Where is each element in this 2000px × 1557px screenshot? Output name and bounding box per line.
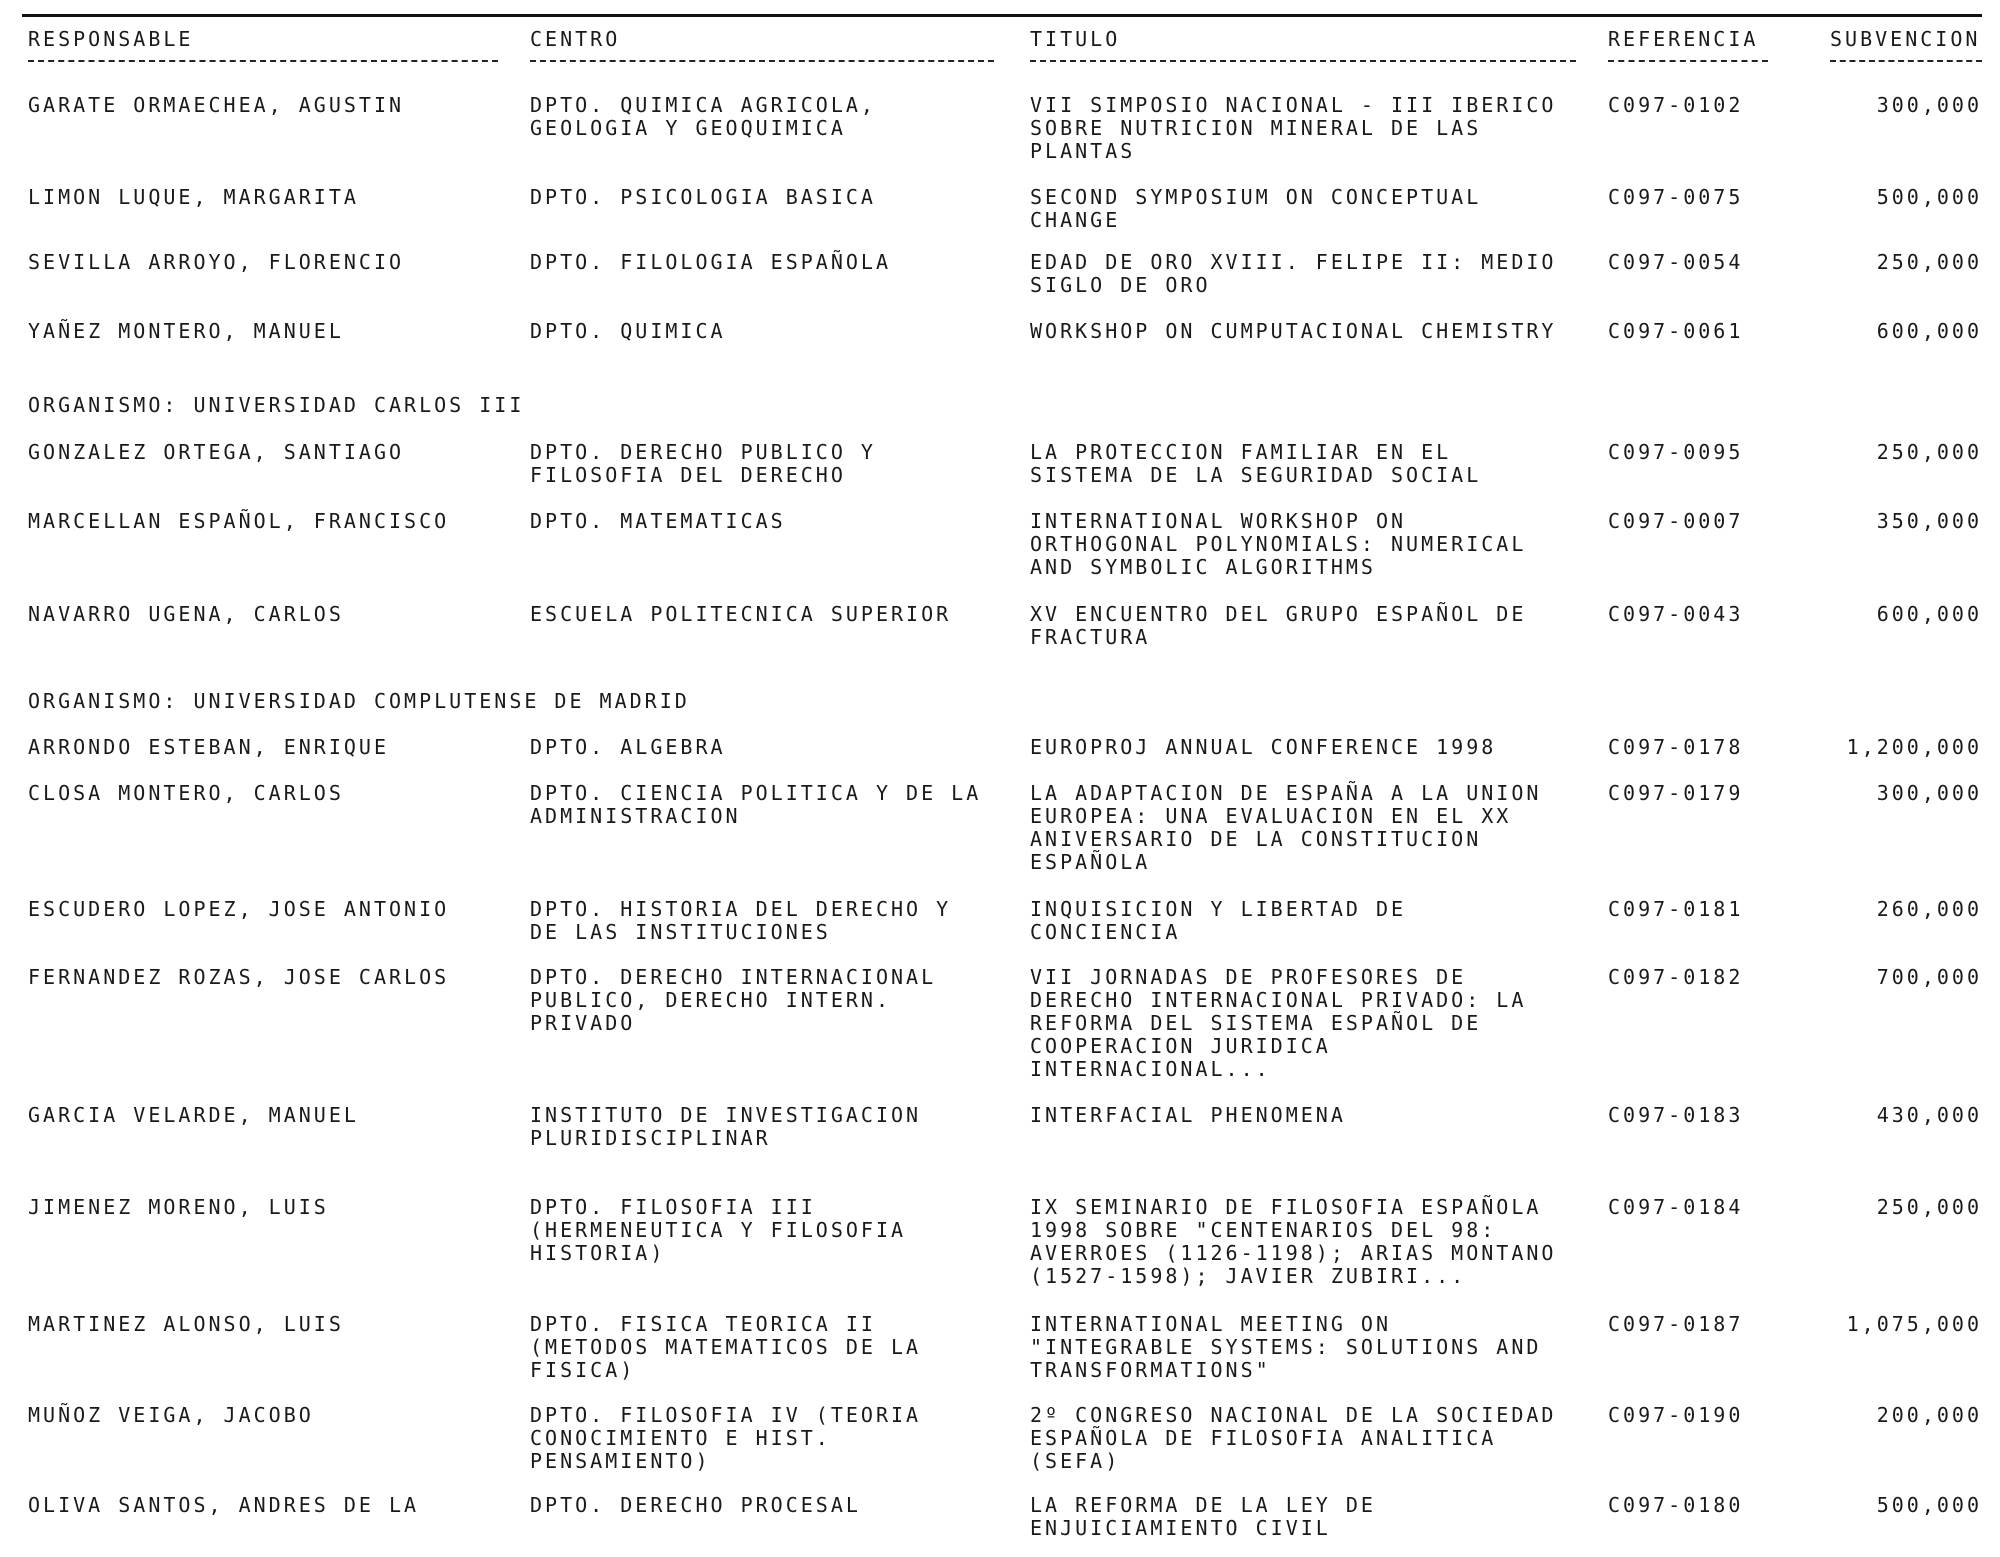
cell-titulo: INQUISICION Y LIBERTAD DE CONCIENCIA xyxy=(1030,897,1407,944)
header-divider-centro xyxy=(530,60,994,62)
cell-responsable: GARCIA VELARDE, MANUEL xyxy=(28,1103,359,1127)
cell-subvencion: 1,075,000 xyxy=(1846,1312,1982,1336)
cell-subvencion: 250,000 xyxy=(1876,440,1982,464)
cell-responsable: MARCELLAN ESPAÑOL, FRANCISCO xyxy=(28,509,450,533)
cell-centro: DPTO. CIENCIA POLITICA Y DE LA ADMINISTRACION xyxy=(530,781,982,828)
cell-referencia: C097-0075 xyxy=(1608,185,1744,209)
cell-subvencion: 300,000 xyxy=(1876,781,1982,805)
cell-titulo: INTERFACIAL PHENOMENA xyxy=(1030,1103,1346,1127)
header-referencia: REFERENCIA xyxy=(1608,27,1759,51)
header-subvencion: SUBVENCION xyxy=(1830,27,1981,51)
cell-titulo: LA REFORMA DE LA LEY DE ENJUICIAMIENTO CIVIL xyxy=(1030,1493,1376,1540)
cell-subvencion: 1,200,000 xyxy=(1846,735,1982,759)
cell-responsable: FERNANDEZ ROZAS, JOSE CARLOS xyxy=(28,965,450,989)
cell-centro: DPTO. DERECHO INTERNACIONAL PUBLICO, DERECHO INTERN. PRIVADO xyxy=(530,965,937,1035)
cell-titulo: INTERNATIONAL WORKSHOP ON ORTHOGONAL POLYNOMIALS: NUMERICAL AND SYMBOLIC ALGORITHMS xyxy=(1030,509,1527,579)
cell-titulo: VII SIMPOSIO NACIONAL - III IBERICO SOBRE NUTRICION MINERAL DE LAS PLANTAS xyxy=(1030,93,1557,163)
cell-referencia: C097-0183 xyxy=(1608,1103,1744,1127)
cell-responsable: LIMON LUQUE, MARGARITA xyxy=(28,185,359,209)
cell-referencia: C097-0190 xyxy=(1608,1403,1744,1427)
cell-responsable: MUÑOZ VEIGA, JACOBO xyxy=(28,1403,314,1427)
cell-responsable: MARTINEZ ALONSO, LUIS xyxy=(28,1312,344,1336)
cell-referencia: C097-0182 xyxy=(1608,965,1744,989)
header-titulo: TITULO xyxy=(1030,27,1121,51)
cell-responsable: ARRONDO ESTEBAN, ENRIQUE xyxy=(28,735,389,759)
cell-responsable: ESCUDERO LOPEZ, JOSE ANTONIO xyxy=(28,897,450,921)
cell-centro: DPTO. MATEMATICAS xyxy=(530,509,786,533)
cell-subvencion: 500,000 xyxy=(1876,185,1982,209)
cell-referencia: C097-0095 xyxy=(1608,440,1744,464)
cell-subvencion: 430,000 xyxy=(1876,1103,1982,1127)
cell-referencia: C097-0181 xyxy=(1608,897,1744,921)
header-divider-referencia xyxy=(1608,60,1768,62)
cell-responsable: NAVARRO UGENA, CARLOS xyxy=(28,602,344,626)
cell-subvencion: 700,000 xyxy=(1876,965,1982,989)
cell-centro: ESCUELA POLITECNICA SUPERIOR xyxy=(530,602,952,626)
cell-referencia: C097-0007 xyxy=(1608,509,1744,533)
cell-centro: DPTO. FILOSOFIA IV (TEORIA CONOCIMIENTO E HIST. PENSAMIENTO) xyxy=(530,1403,922,1473)
header-divider-subvencion xyxy=(1830,60,1982,62)
cell-responsable: OLIVA SANTOS, ANDRES DE LA xyxy=(28,1493,420,1517)
cell-responsable: GARATE ORMAECHEA, AGUSTIN xyxy=(28,93,405,117)
organismo-heading: ORGANISMO: UNIVERSIDAD CARLOS III xyxy=(28,393,525,417)
cell-titulo: EUROPROJ ANNUAL CONFERENCE 1998 xyxy=(1030,735,1497,759)
cell-subvencion: 200,000 xyxy=(1876,1403,1982,1427)
cell-centro: DPTO. QUIMICA xyxy=(530,319,726,343)
cell-titulo: INTERNATIONAL MEETING ON "INTEGRABLE SYSTEMS: SOLUTIONS AND TRANSFORMATIONS" xyxy=(1030,1312,1542,1382)
header-divider-titulo xyxy=(1030,60,1576,62)
cell-responsable: SEVILLA ARROYO, FLORENCIO xyxy=(28,250,405,274)
cell-referencia: C097-0184 xyxy=(1608,1195,1744,1219)
cell-centro: DPTO. PSICOLOGIA BASICA xyxy=(530,185,876,209)
cell-referencia: C097-0179 xyxy=(1608,781,1744,805)
cell-subvencion: 600,000 xyxy=(1876,602,1982,626)
cell-titulo: 2º CONGRESO NACIONAL DE LA SOCIEDAD ESPAÑOLA DE FILOSOFIA ANALITICA (SEFA) xyxy=(1030,1403,1557,1473)
cell-subvencion: 350,000 xyxy=(1876,509,1982,533)
cell-centro: DPTO. FILOLOGIA ESPAÑOLA xyxy=(530,250,891,274)
cell-subvencion: 600,000 xyxy=(1876,319,1982,343)
cell-titulo: EDAD DE ORO XVIII. FELIPE II: MEDIO SIGLO DE ORO xyxy=(1030,250,1557,297)
cell-subvencion: 250,000 xyxy=(1876,1195,1982,1219)
cell-centro: DPTO. HISTORIA DEL DERECHO Y DE LAS INSTITUCIONES xyxy=(530,897,952,944)
header-divider-responsable xyxy=(28,60,498,62)
cell-titulo: VII JORNADAS DE PROFESORES DE DERECHO INTERNACIONAL PRIVADO: LA REFORMA DEL SISTEMA ESPAÑOL DE COOPERACION JURIDICA INTERNACIONAL... xyxy=(1030,965,1527,1081)
top-rule xyxy=(22,14,1982,17)
cell-referencia: C097-0043 xyxy=(1608,602,1744,626)
cell-referencia: C097-0054 xyxy=(1608,250,1744,274)
header-responsable: RESPONSABLE xyxy=(28,27,194,51)
cell-centro: DPTO. DERECHO PUBLICO Y FILOSOFIA DEL DERECHO xyxy=(530,440,876,487)
cell-referencia: C097-0187 xyxy=(1608,1312,1744,1336)
cell-centro: DPTO. FILOSOFIA III (HERMENEUTICA Y FILOSOFIA HISTORIA) xyxy=(530,1195,907,1265)
cell-titulo: LA PROTECCION FAMILIAR EN EL SISTEMA DE LA SEGURIDAD SOCIAL xyxy=(1030,440,1482,487)
cell-referencia: C097-0061 xyxy=(1608,319,1744,343)
cell-subvencion: 500,000 xyxy=(1876,1493,1982,1517)
cell-referencia: C097-0102 xyxy=(1608,93,1744,117)
cell-titulo: XV ENCUENTRO DEL GRUPO ESPAÑOL DE FRACTURA xyxy=(1030,602,1527,649)
cell-titulo: LA ADAPTACION DE ESPAÑA A LA UNION EUROPEA: UNA EVALUACION EN EL XX ANIVERSARIO DE LA CONSTITUCION ESPAÑOLA xyxy=(1030,781,1542,874)
cell-subvencion: 260,000 xyxy=(1876,897,1982,921)
cell-centro: INSTITUTO DE INVESTIGACION PLURIDISCIPLINAR xyxy=(530,1103,922,1150)
cell-titulo: WORKSHOP ON CUMPUTACIONAL CHEMISTRY xyxy=(1030,319,1557,343)
cell-responsable: JIMENEZ MORENO, LUIS xyxy=(28,1195,329,1219)
cell-centro: DPTO. ALGEBRA xyxy=(530,735,726,759)
cell-responsable: GONZALEZ ORTEGA, SANTIAGO xyxy=(28,440,405,464)
organismo-heading: ORGANISMO: UNIVERSIDAD COMPLUTENSE DE MADRID xyxy=(28,689,690,713)
cell-responsable: YAÑEZ MONTERO, MANUEL xyxy=(28,319,344,343)
cell-centro: DPTO. FISICA TEORICA II (METODOS MATEMATICOS DE LA FISICA) xyxy=(530,1312,922,1382)
cell-subvencion: 300,000 xyxy=(1876,93,1982,117)
cell-titulo: IX SEMINARIO DE FILOSOFIA ESPAÑOLA 1998 SOBRE "CENTENARIOS DEL 98: AVERROES (1126-1198); ARIAS MONTANO (1527-1598); JAVIER ZUBIRI... xyxy=(1030,1195,1557,1288)
cell-referencia: C097-0180 xyxy=(1608,1493,1744,1517)
cell-responsable: CLOSA MONTERO, CARLOS xyxy=(28,781,344,805)
header-centro: CENTRO xyxy=(530,27,621,51)
cell-subvencion: 250,000 xyxy=(1876,250,1982,274)
cell-referencia: C097-0178 xyxy=(1608,735,1744,759)
cell-centro: DPTO. DERECHO PROCESAL xyxy=(530,1493,861,1517)
cell-titulo: SECOND SYMPOSIUM ON CONCEPTUAL CHANGE xyxy=(1030,185,1482,232)
cell-centro: DPTO. QUIMICA AGRICOLA, GEOLOGIA Y GEOQUIMICA xyxy=(530,93,876,140)
